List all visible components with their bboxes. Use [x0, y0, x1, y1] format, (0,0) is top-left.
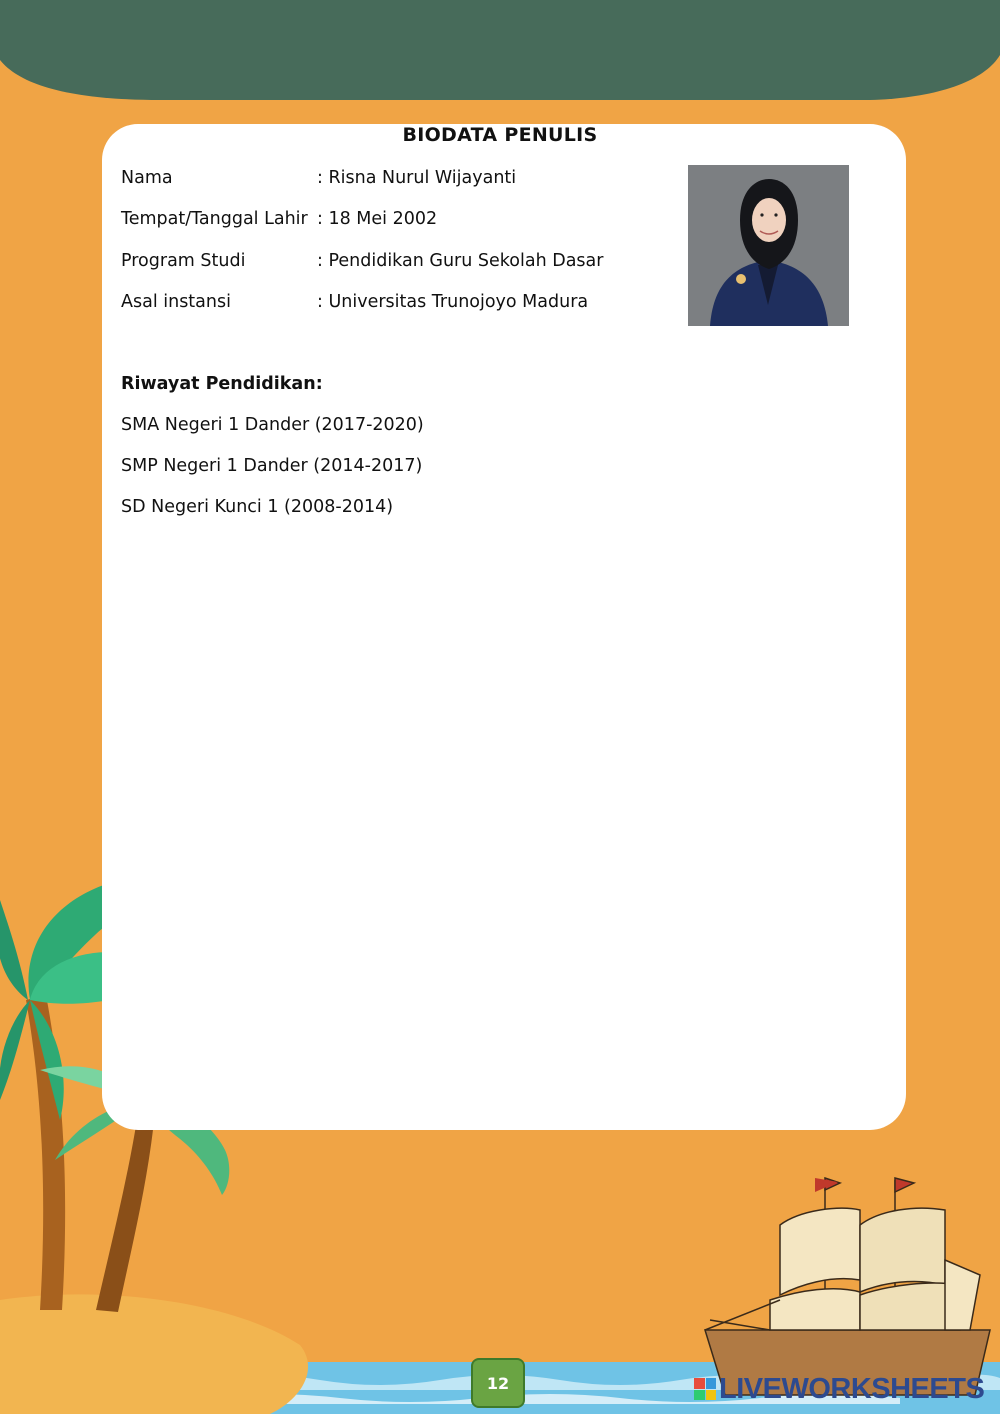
- page-title: BIODATA PENULIS: [402, 124, 598, 146]
- education-item: SMA Negeri 1 Dander (2017-2020): [121, 415, 424, 435]
- island: [0, 1294, 308, 1414]
- profile-value: : Universitas Trunojoyo Madura: [317, 292, 589, 312]
- profile-label: Program Studi: [121, 251, 246, 271]
- profile-row-name: [121, 168, 516, 188]
- page-number-badge: 12: [471, 1358, 525, 1408]
- profile-value: : 18 Mei 2002: [317, 209, 438, 229]
- profile-value: : Pendidikan Guru Sekolah Dasar: [317, 251, 604, 271]
- ship: [705, 1178, 990, 1395]
- liveworksheets-logo: [694, 1372, 984, 1406]
- profile-value: : Risna Nurul Wijayanti: [317, 168, 517, 188]
- education-item: SD Negeri Kunci 1 (2008-2014): [121, 497, 394, 517]
- education-item: SMP Negeri 1 Dander (2014-2017): [121, 456, 423, 476]
- profile-row-program: [121, 251, 603, 271]
- header-wave: [0, 0, 1000, 100]
- author-photo: [688, 165, 849, 326]
- profile-row-institution: [121, 292, 588, 312]
- brand-text: LIVEWORKSHEETS: [719, 1372, 985, 1405]
- palm-trunk-2: [96, 1100, 156, 1312]
- portrait-image: [688, 165, 849, 326]
- profile-label: Tempat/Tanggal Lahir: [121, 209, 308, 229]
- profile-row-birth: [121, 209, 437, 229]
- profile-label: Nama: [121, 168, 173, 188]
- education-heading: Riwayat Pendidikan:: [121, 374, 323, 394]
- profile-label: Asal instansi: [121, 292, 231, 312]
- liveworksheets-icon: [694, 1378, 716, 1400]
